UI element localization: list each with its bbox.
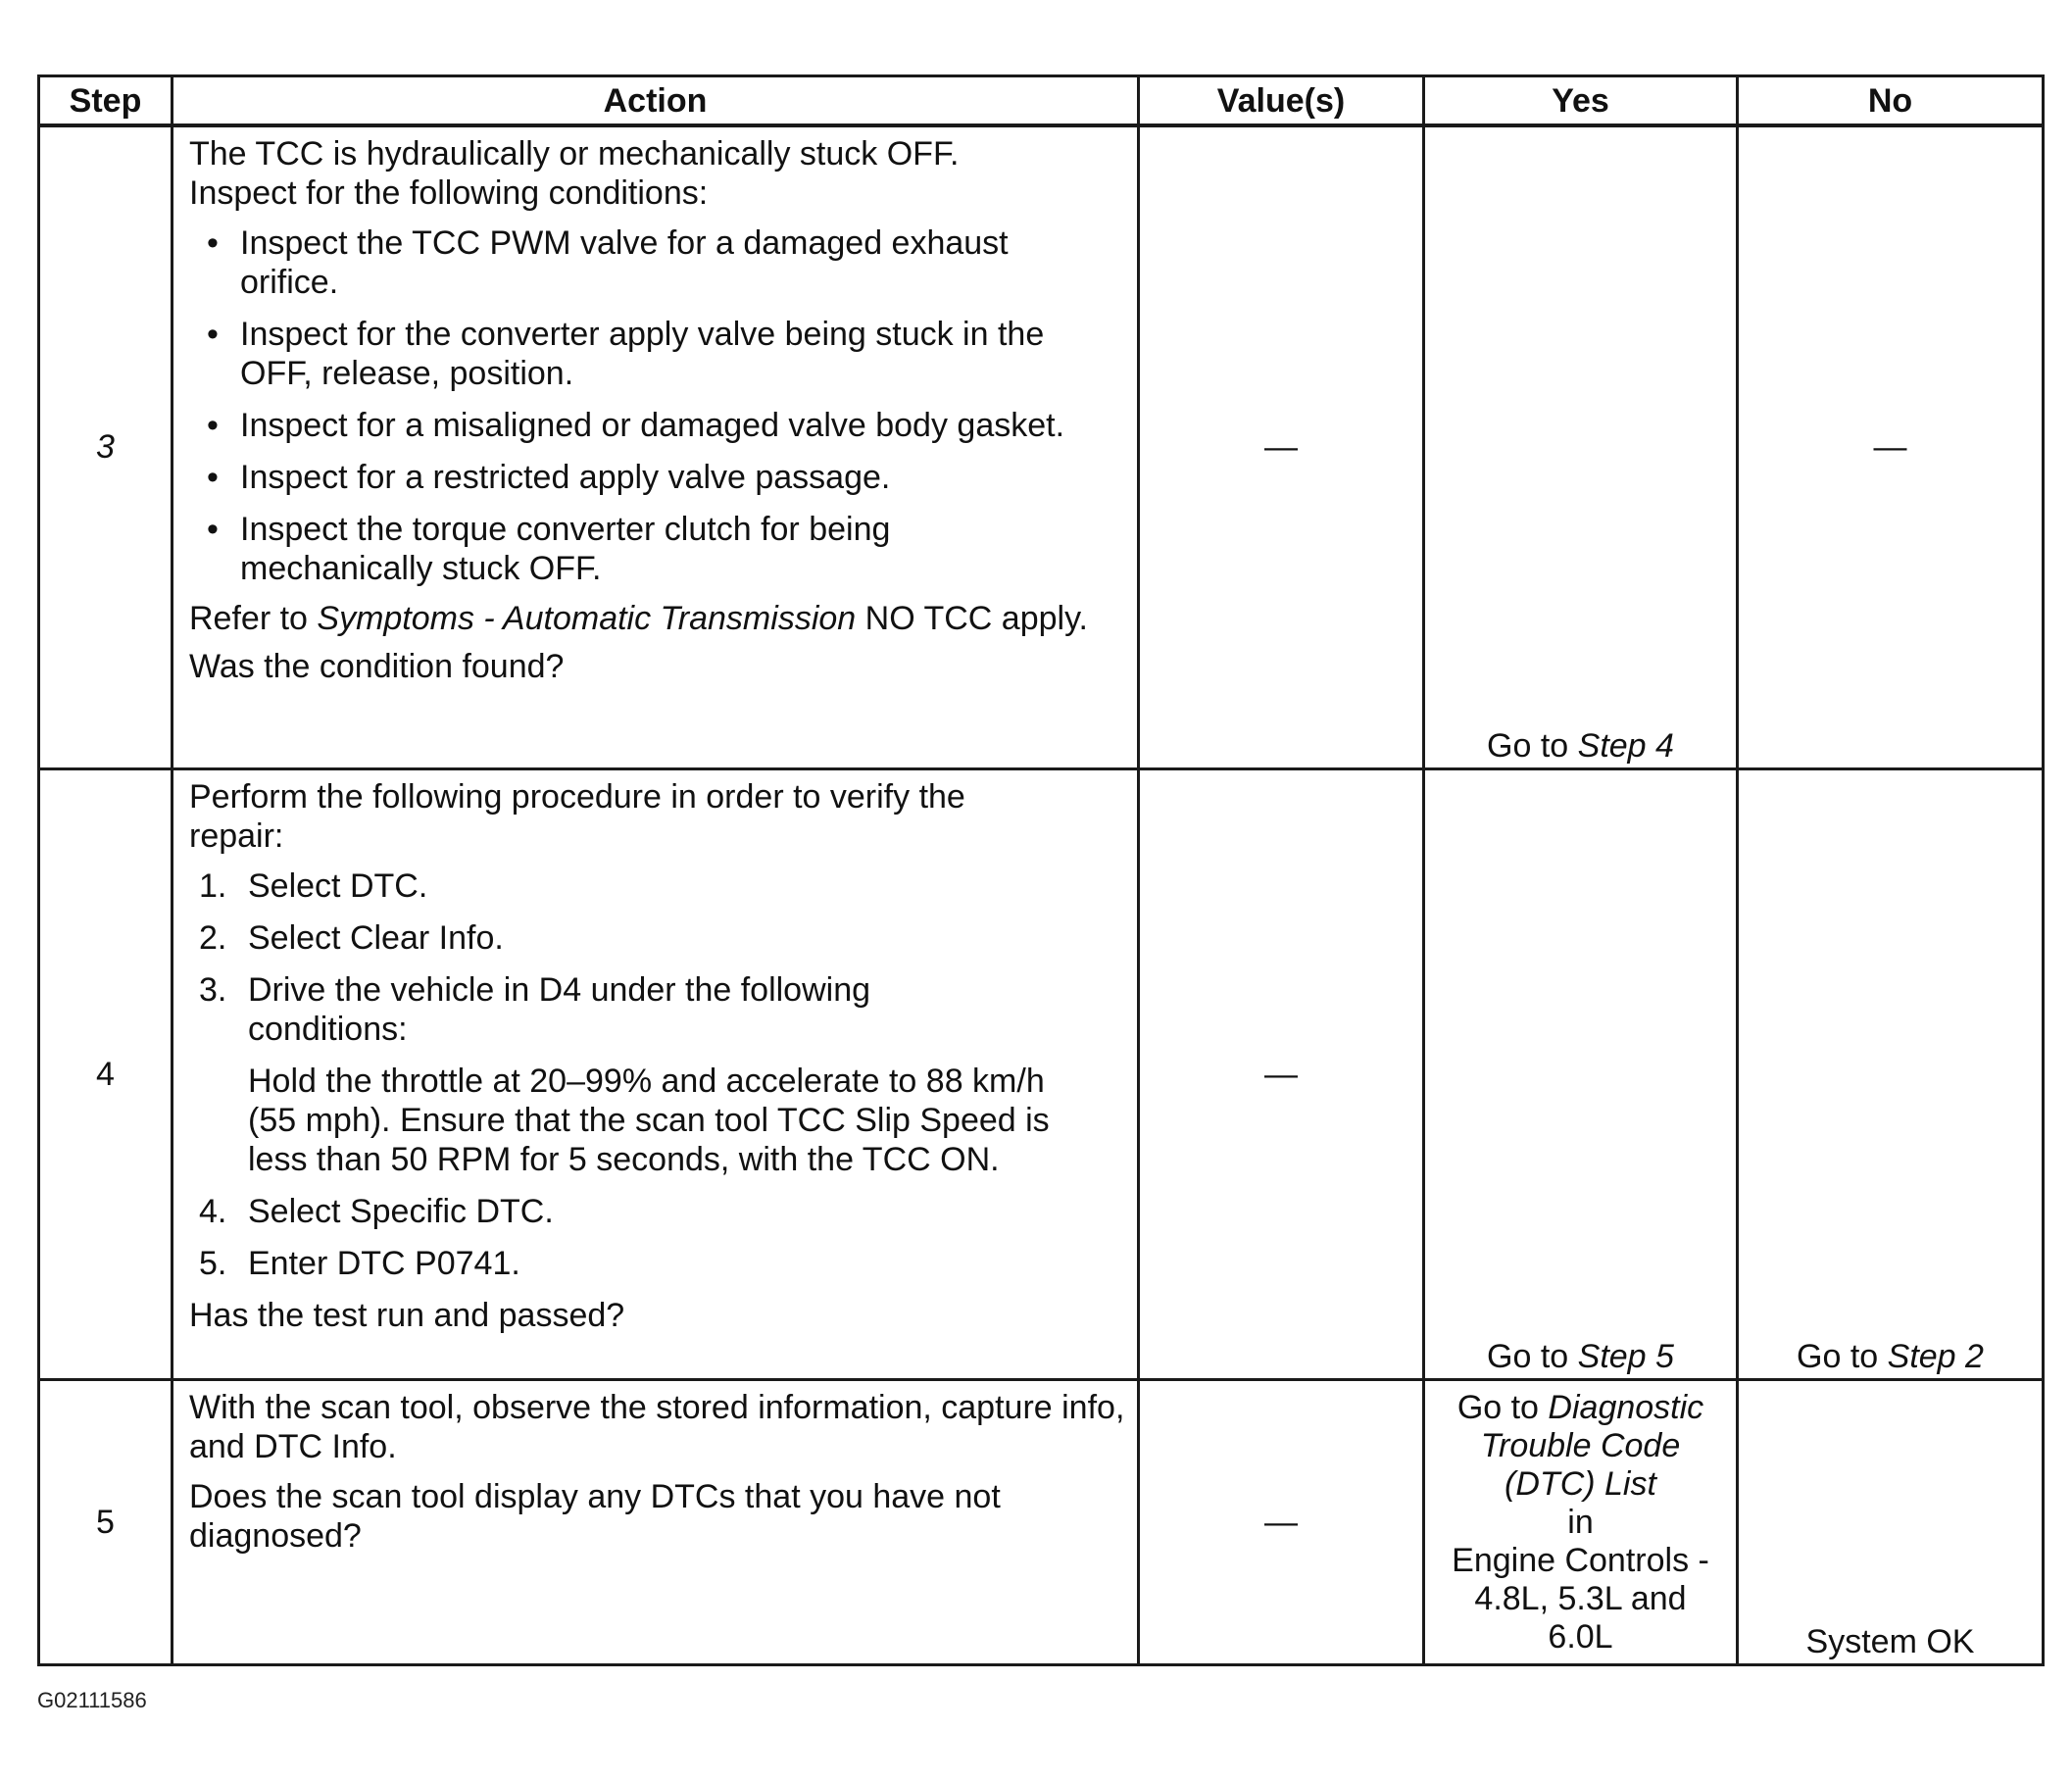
list-item xyxy=(199,918,1127,958)
header-no: No xyxy=(1738,76,2044,126)
no-cell: System OK xyxy=(1738,1379,2044,1664)
no-cell xyxy=(1738,768,2044,1379)
table-row-step-5 xyxy=(39,1379,2044,1664)
list-text: Select Clear Info. xyxy=(248,918,504,957)
yes-prefix: Go to xyxy=(1456,1388,1549,1426)
value-cell: — xyxy=(1139,1379,1424,1664)
header-yes: Yes xyxy=(1424,76,1738,126)
header-row xyxy=(39,76,2044,126)
list-number: 3. xyxy=(199,970,227,1009)
action-question: Does the scan tool display any DTCs that you have not diagnosed? xyxy=(189,1477,1001,1555)
list-item: • Inspect for a restricted apply valve passage. xyxy=(240,458,1127,497)
list-number: 1. xyxy=(199,866,227,905)
list-item: • Inspect for a misaligned or damaged valve body gasket. xyxy=(240,406,1127,445)
list-item: • Inspect the torque converter clutch for being mechanically stuck OFF. xyxy=(240,510,1127,588)
table-row-step-4 xyxy=(39,768,2044,1379)
list-text: Select Specific DTC. xyxy=(248,1192,554,1230)
go-to-step-5-link[interactable]: Step 5 xyxy=(1577,1337,1674,1375)
step-number: 4 xyxy=(39,768,173,1379)
list-item xyxy=(199,970,1127,1179)
refer-prefix: Refer to xyxy=(189,600,318,637)
list-item xyxy=(199,1192,1127,1231)
yes-prefix: Go to xyxy=(1487,726,1578,765)
list-number: 2. xyxy=(199,918,227,957)
step-number: 3 xyxy=(39,125,173,768)
action-cell xyxy=(173,125,1139,768)
list-text: Select DTC. xyxy=(248,866,428,905)
header-action: Action xyxy=(173,76,1139,126)
list-item xyxy=(199,866,1127,906)
no-cell: — xyxy=(1738,125,2044,768)
go-to-step-2-link[interactable]: Step 2 xyxy=(1887,1337,1984,1375)
step-number: 5 xyxy=(39,1379,173,1664)
list-number: 4. xyxy=(199,1192,227,1230)
list-subtext: Hold the throttle at 20–99% and accelerate to 88 km/h (55 mph). Ensure that the scan tool TCC Slip Speed is less than 50 RPM for 5 seconds, with the TCC ON. xyxy=(248,1062,1050,1178)
action-intro: With the scan tool, observe the stored information, capture info, and DTC Info. xyxy=(189,1388,1125,1465)
action-intro: Perform the following procedure in order to verify the repair: xyxy=(189,777,965,855)
procedure-list xyxy=(189,866,1127,1283)
refer-text xyxy=(189,599,1127,638)
diagnostic-table xyxy=(37,74,2045,1666)
action-question: Was the condition found? xyxy=(189,648,565,685)
no-prefix: Go to xyxy=(1797,1337,1888,1375)
list-text: Enter DTC P0741. xyxy=(248,1244,520,1282)
header-values: Value(s) xyxy=(1139,76,1424,126)
list-text: Drive the vehicle in D4 under the following conditions: xyxy=(248,970,871,1048)
go-to-step-4-link[interactable]: Step 4 xyxy=(1577,726,1674,765)
value-cell: — xyxy=(1139,768,1424,1379)
action-question: Has the test run and passed? xyxy=(189,1296,625,1334)
list-number: 5. xyxy=(199,1244,227,1282)
refer-suffix: NO TCC apply. xyxy=(856,600,1088,637)
yes-cell xyxy=(1424,768,1738,1379)
yes-mid: in xyxy=(1567,1503,1594,1541)
symptoms-link[interactable]: Symptoms - Automatic Transmission xyxy=(317,600,857,637)
action-intro: The TCC is hydraulically or mechanically stuck OFF. xyxy=(189,135,960,173)
value-cell: — xyxy=(1139,125,1424,768)
list-item: • Inspect for the converter apply valve being stuck in the OFF, release, position. xyxy=(240,315,1127,393)
yes-prefix: Go to xyxy=(1487,1337,1578,1375)
list-item: • Inspect the TCC PWM valve for a damaged exhaust orifice. xyxy=(240,223,1127,302)
action-cell xyxy=(173,1379,1139,1664)
yes-cell xyxy=(1424,1379,1738,1664)
list-item xyxy=(199,1244,1127,1283)
dtc-list-link[interactable]: Diagnostic Trouble Code (DTC) List xyxy=(1480,1388,1704,1503)
table-row-step-3 xyxy=(39,125,2044,768)
header-step: Step xyxy=(39,76,173,126)
inspection-list xyxy=(189,223,1127,588)
engine-controls-text: Engine Controls - 4.8L, 5.3L and 6.0L xyxy=(1452,1541,1709,1656)
action-intro: Inspect for the following conditions: xyxy=(189,174,709,212)
yes-cell xyxy=(1424,125,1738,768)
figure-id: G02111586 xyxy=(37,1688,147,1712)
action-cell xyxy=(173,768,1139,1379)
